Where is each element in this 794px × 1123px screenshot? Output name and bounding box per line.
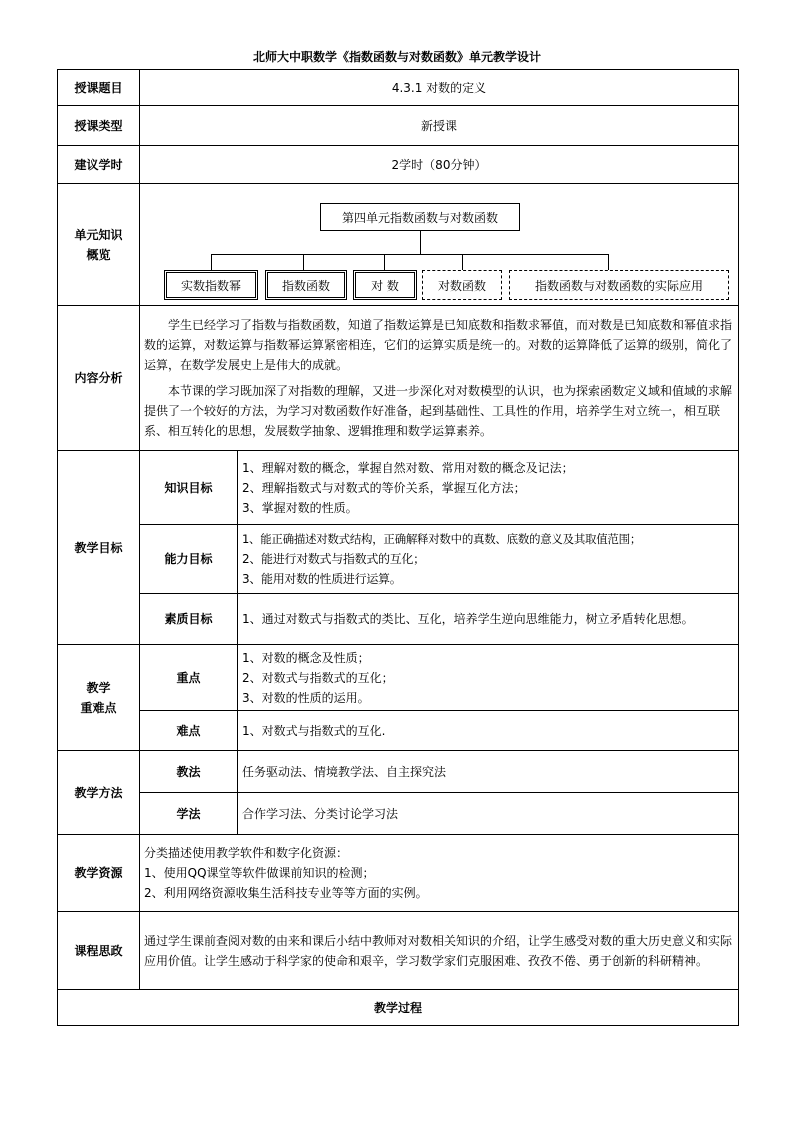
type-label: 授课类型 <box>58 106 140 146</box>
diagram-node-logarithm: 对 数 <box>353 270 417 300</box>
difficult-point-label: 难点 <box>140 711 238 751</box>
quality-goal-content <box>238 594 739 645</box>
learning-method-value: 合作学习法、分类讨论学习法 <box>238 793 739 835</box>
ability-goal-content <box>238 525 739 594</box>
diagram-connector <box>608 254 609 270</box>
list-item: 2、能进行对数式与指数式的互化； <box>242 552 425 566</box>
row-learning-method <box>58 793 739 835</box>
list-item: 3、能用对数的性质进行运算。 <box>242 572 402 586</box>
analysis-label: 内容分析 <box>58 306 140 451</box>
knowledge-goal-content <box>238 451 739 525</box>
topic-label: 授课题目 <box>58 70 140 106</box>
list-item: 分类描述使用教学软件和数字化资源： <box>144 846 349 860</box>
diagram-connector <box>462 254 463 270</box>
keypoints-label-line1: 教学 <box>86 680 111 695</box>
teaching-method-label: 教法 <box>140 751 238 793</box>
overview-label-line1: 单元知识 <box>74 227 123 242</box>
row-difficult-points <box>58 711 739 751</box>
list-item: 1、通过对数式与指数式的类比、互化，培养学生逆向思维能力，树立矛盾转化思想。 <box>242 612 694 626</box>
resources-label: 教学资源 <box>58 835 140 912</box>
topic-value: 4.3.1 对数的定义 <box>140 70 739 106</box>
diagram-root-box: 第四单元指数函数与对数函数 <box>320 203 520 231</box>
type-value: 新授课 <box>140 106 739 146</box>
analysis-paragraph-1: 学生已经学习了指数与指数函数，知道了指数运算是已知底数和指数求幂值，而对数是已知底数和幂值求指数的运算，对数运算与指数幂运算紧密相连，它们的运算实质是统一的。对数的运算降低了运算的级别，简化了运算，在数学发展史上是伟大的成就。 <box>144 318 733 372</box>
row-type <box>58 106 739 146</box>
key-point-label: 重点 <box>140 645 238 711</box>
row-overview <box>58 184 739 306</box>
process-heading: 教学过程 <box>58 990 739 1026</box>
ideology-label: 课程思政 <box>58 912 140 990</box>
analysis-content <box>140 306 739 451</box>
list-item: 2、理解指数式与对数式的等价关系，掌握互化方法； <box>242 480 526 495</box>
list-item: 1、对数的概念及性质； <box>242 650 370 665</box>
overview-label-line2: 概览 <box>86 247 111 262</box>
diagram-node-real-exponent: 实数指数幂 <box>164 270 258 300</box>
keypoints-label-line2: 重难点 <box>80 700 117 715</box>
diagram-connector-horizontal <box>211 254 608 255</box>
teaching-method-value: 任务驱动法、情境教学法、自主探究法 <box>238 751 739 793</box>
row-teaching-method <box>58 751 739 793</box>
overview-label <box>58 184 140 306</box>
list-item: 1、能正确描述对数式结构，正确解释对数中的真数、底数的意义及其取值范围； <box>242 532 642 546</box>
quality-goal-label: 素质目标 <box>140 594 238 645</box>
hours-value: 2学时（80分钟） <box>140 146 739 184</box>
diagram-connector-vertical <box>420 231 421 254</box>
row-topic <box>58 70 739 106</box>
hours-label: 建议学时 <box>58 146 140 184</box>
ideology-content: 通过学生课前查阅对数的由来和课后小结中教师对对数相关知识的介绍，让学生感受对数的重大历史意义和实际应用价值。让学生感动于科学家的使命和艰辛，学习数学家们克服困难、孜孜不倦、勇于创新的科研精神。 <box>140 912 739 990</box>
list-item: 2、利用网络资源收集生活科技专业等等方面的实例。 <box>144 886 428 900</box>
difficult-point-content <box>238 711 739 751</box>
list-item: 3、对数的性质的运用。 <box>242 690 370 705</box>
list-item: 1、使用QQ课堂等软件做课前知识的检测； <box>144 866 375 880</box>
row-key-points <box>58 645 739 711</box>
methods-label: 教学方法 <box>58 751 140 835</box>
row-process <box>58 990 739 1026</box>
list-item: 1、对数式与指数式的互化. <box>242 723 386 738</box>
diagram-node-exponential-function: 指数函数 <box>265 270 347 300</box>
row-ideology <box>58 912 739 990</box>
goals-label: 教学目标 <box>58 451 140 645</box>
diagram-connector <box>384 254 385 270</box>
list-item: 2、对数式与指数式的互化； <box>242 670 394 685</box>
list-item: 1、理解对数的概念，掌握自然对数、常用对数的概念及记法； <box>242 460 574 475</box>
row-goal-knowledge <box>58 451 739 525</box>
unit-structure-diagram <box>140 184 738 305</box>
row-goal-quality <box>58 594 739 645</box>
diagram-node-applications: 指数函数与对数函数的实际应用 <box>509 270 729 300</box>
lesson-plan-table <box>57 69 739 1026</box>
resources-content <box>140 835 739 912</box>
diagram-connector <box>211 254 212 270</box>
overview-diagram-cell <box>140 184 739 306</box>
diagram-connector <box>303 254 304 270</box>
row-resources <box>58 835 739 912</box>
list-item: 3、掌握对数的性质。 <box>242 500 358 515</box>
analysis-paragraph-2: 本节课的学习既加深了对指数的理解，又进一步深化对对数模型的认识，也为探索函数定义域和值域的求解提供了一个较好的方法，为学习对数函数作好准备，起到基础性、工具性的作用，培养学生对立统一，相互联系、相互转化的思想，发展数学抽象、逻辑推理和数学运算素养。 <box>144 384 733 438</box>
learning-method-label: 学法 <box>140 793 238 835</box>
row-analysis <box>58 306 739 451</box>
document-title: 北师大中职数学《指数函数与对数函数》单元教学设计 <box>252 50 541 64</box>
knowledge-goal-label: 知识目标 <box>140 451 238 525</box>
key-point-content <box>238 645 739 711</box>
ability-goal-label: 能力目标 <box>140 525 238 594</box>
diagram-node-logarithmic-function: 对数函数 <box>422 270 502 300</box>
row-hours <box>58 146 739 184</box>
keypoints-label <box>58 645 140 751</box>
row-goal-ability <box>58 525 739 594</box>
